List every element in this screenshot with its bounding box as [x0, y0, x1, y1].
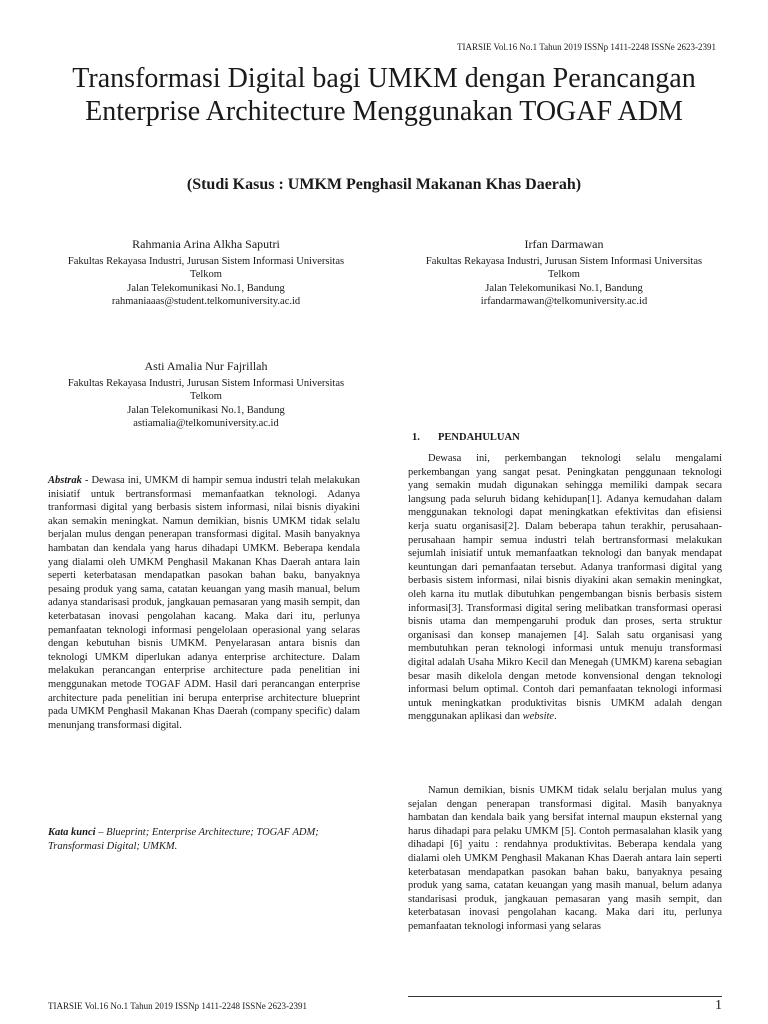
author-affiliation: Fakultas Rekayasa Industri, Jurusan Sistem Informasi Universitas Telkom: [67, 255, 345, 280]
author-affiliation: Fakultas Rekayasa Industri, Jurusan Sistem Informasi Universitas Telkom: [425, 255, 703, 280]
keywords-text: – Blueprint; Enterprise Architecture; TOGAF ADM; Transformasi Digital; UMKM.: [48, 827, 319, 852]
author-email: rahmaniaaas@student.telkomuniversity.ac.id: [111, 296, 301, 307]
running-foot: TIARSIE Vol.16 No.1 Tahun 2019 ISSNp 1411-2248 ISSNe 2623-2391: [48, 1001, 308, 1011]
author-name: Asti Amalia Nur Fajrillah: [144, 359, 268, 373]
body-emphasis: website: [522, 711, 555, 723]
author-address: Jalan Telekomunikasi No.1, Bandung: [485, 282, 643, 294]
author-email: astiamalia@telkomuniversity.ac.id: [133, 418, 279, 429]
author-address: Jalan Telekomunikasi No.1, Bandung: [127, 282, 285, 294]
body-text-end: .: [554, 711, 557, 723]
body-text: Dewasa ini, perkembangan teknologi selalu mengalami perkembangan yang sangat pesat. Peningkatan penggunaan teknologi yang semakin mudah digunakan sehingga memiliki dampak secara langsung pada seluruh bidang kehidupan[1]. Adanya kemudahan dalam menggunakan teknologi dapat meningkatkan efektivitas dan efisiensi kerja suatu organisasi[2]. Dalam beberapa tahun terakhir, perusahaan-perusahaan hampir semua industri telah bertransformasi melakukan sejumlah inisiatif untuk memanfaatkan teknologi dan banyak mendapat keuntungan dari pemanfaatan tersebut. Adanya tranformasi digital yang berbasis sistem informasi, nilai bisnis diyakini akan semakin meningkat, oleh karna itu mutlak dibutuhkan pengembangan bisnis berbasis sistem informasi[3]. Transformasi digital sering melibatkan transformasi operasi bisnis utama dan mempengaruhi produk dan proses, serta struktur organisasi dan konsep manajemen [4]. Salah satu organisasi yang membutuhkan peran teknologi informasi untuk menuju transformasi digital adalah Usaha Mikro Kecil dan Menegah (UMKM) karena sebagian besar masih dikelola dengan metode konvensional dengan teknologi informasi belum optimal. Contoh dari pemanfaatan teknologi informasi untuk meningkatkan produktivitas bisnis UMKM adalah dengan menggunakan aplikasi dan: [408, 453, 722, 723]
author-block: [56, 360, 356, 431]
footer-divider: [408, 996, 722, 997]
abstract-label: Abstrak: [48, 475, 82, 486]
keywords: [48, 826, 360, 853]
page-number: 1: [715, 998, 722, 1013]
section-number: 1.: [412, 432, 420, 443]
running-head: TIARSIE Vol.16 No.1 Tahun 2019 ISSNp 1411-2248 ISSNe 2623-2391: [456, 42, 716, 52]
author-address: Jalan Telekomunikasi No.1, Bandung: [127, 404, 285, 416]
abstract: [48, 474, 360, 732]
keywords-label: Kata kunci: [48, 827, 96, 838]
author-block: [414, 238, 714, 309]
body-text: Namun demikian, bisnis UMKM tidak selalu berjalan mulus yang sejalan dengan penerapan transformasi digital. Masih banyaknya hambatan dan kendala baik yang bersifat internal maupun eksternal yang harus dihadapi para pelaku UMKM [5]. Contoh permasalahan klasik yang dihadapi [6] yaitu : rendahnya produktivitas. Beberapa kendala yang dialami oleh UMKM Penghasil Makanan Khas Daerah antara lain seperti keterbatasan mendapatkan pasokan bahan baku, banyaknya pesaing produk yang sama, catatan keuangan yang masih manual, belum adanya standarisasi produk, jangkauan pemasaran yang masih sempit, dan keterbatasan inovasi pengolahan kacang. Maka dari itu, perlunya pemanfaatan teknologi informasi yang selaras: [408, 785, 722, 932]
abstract-text: - Dewasa ini, UMKM di hampir semua industri telah melakukan inisiatif untuk bertransformasi memanfaatkan teknologi. Adanya tranformasi digital yang berbasis sistem informasi, nilai bisnis diyakini akan semakin meningkat. Namun demikian, bisnis UMKM tidak selalu berjalan mulus dengan penerapan transformasi digital. Masih banyaknya hambatan dan kendala yang harus dihadapi UMKM. Beberapa kendala yang dialami oleh UMKM Penghasil Makanan Khas Daerah antara lain seperti keterbatasan mendapatkan pasokan bahan baku, banyaknya pesaing produk yang sama, catatan keuangan yang masih manual, belum adanya standarisasi produk, jangkauan pemasaran yang masih sempit, dan keterbatasan inovasi pengolahan kacang. Maka dari itu, perlunya pemanfaatan teknologi informasi pengelolaan operasional yang selaras dengan kebutuhan bisnis UMKM. Penyelarasan antara bisnis dan teknologi UMKM diperlukan adanya enterprise architecture. Dalam melakukan perancangan enterprise architecture pada penelitian ini menggunakan metode TOGAF ADM. Hasil dari perancangan enterprise architecture pada penelitian ini berupa enterprise architecture blueprint pada UMKM Penghasil Makanan Khas Daerah (company specific) dalam menunjang transformasi digital.: [48, 475, 360, 731]
section-heading: [412, 432, 520, 443]
section-title: PENDAHULUAN: [438, 432, 520, 443]
body-paragraph: [408, 784, 722, 934]
author-affiliation: Fakultas Rekayasa Industri, Jurusan Sistem Informasi Universitas Telkom: [67, 377, 345, 402]
author-email: irfandarmawan@telkomuniversity.ac.id: [480, 296, 648, 307]
author-block: [56, 238, 356, 309]
body-paragraph: [408, 452, 722, 724]
author-name: Rahmania Arina Alkha Saputri: [132, 237, 280, 251]
author-name: Irfan Darmawan: [524, 237, 604, 251]
paper-subtitle: (Studi Kasus : UMKM Penghasil Makanan Khas Daerah): [186, 176, 582, 193]
paper-title: Transformasi Digital bagi UMKM dengan Perancangan Enterprise Architecture Menggunakan TOGAF ADM: [72, 63, 696, 127]
